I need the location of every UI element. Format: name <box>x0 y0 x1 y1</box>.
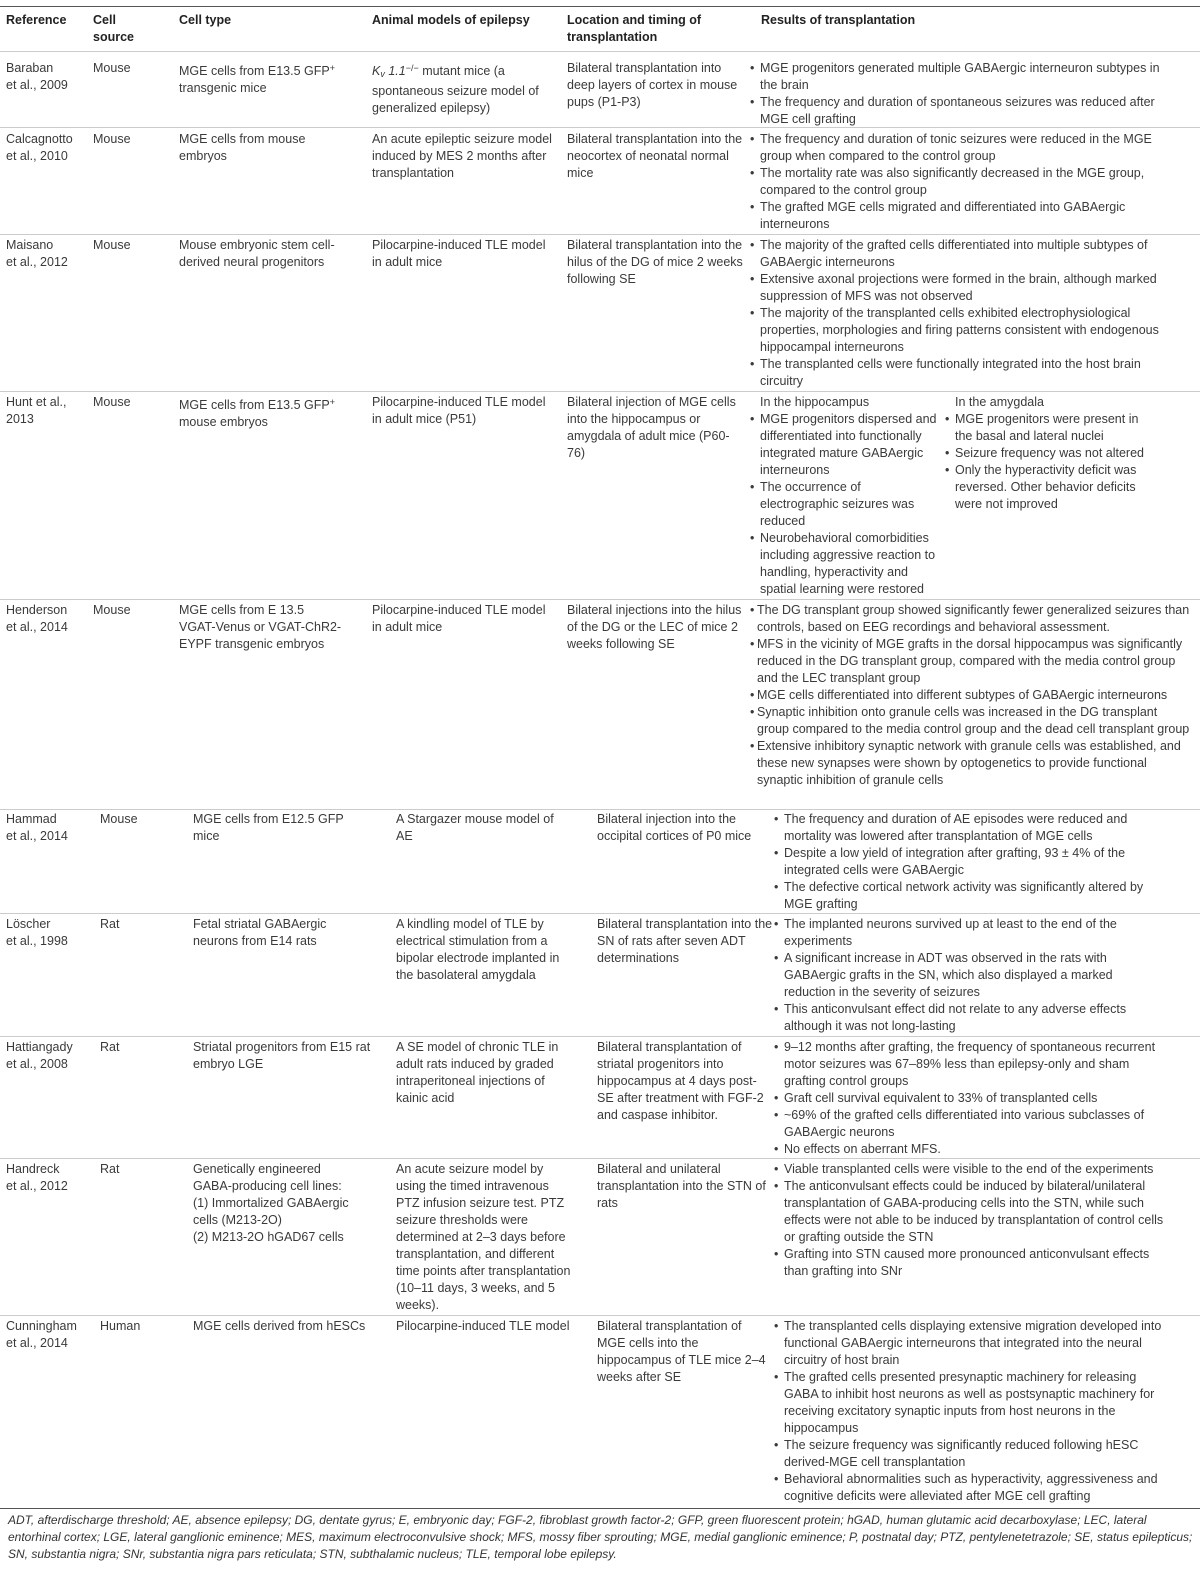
result-item: • 9–12 months after grafting, the frequency of spontaneous recurrent motor seizures was 67–89% less than epilepsy-only and sham grafting control groups <box>774 1039 1174 1090</box>
results-amygdala <box>945 394 1150 513</box>
reference-cell <box>6 916 88 950</box>
results-cell <box>750 237 1180 390</box>
subscript: v <box>380 69 385 79</box>
results-list <box>750 237 1180 390</box>
cell-type-text: MGE cells from E13.5 GFP <box>179 398 330 412</box>
header-location-line1: Location and timing of <box>567 13 702 27</box>
location-cell: Bilateral injection into the occipital cortices of P0 mice <box>597 812 752 843</box>
header-location <box>567 12 701 46</box>
header-cell-source-line1: Cell <box>93 13 116 27</box>
cell-type: Mouse embryonic stem cell-derived neural progenitors <box>179 238 335 269</box>
reference-line: et al., 2009 <box>6 78 68 92</box>
result-item: • Only the hyperactivity deficit was reversed. Other behavior deficits were not improved <box>945 462 1150 513</box>
reference-cell <box>6 394 88 428</box>
results-list <box>774 916 1154 1035</box>
results-list <box>750 131 1180 233</box>
animal-model-symbol: 1.1 <box>384 64 406 78</box>
results-cell <box>750 131 1180 233</box>
results-cell <box>774 1039 1174 1158</box>
cell-source: Mouse <box>100 812 138 826</box>
header-cell-type: Cell type <box>179 13 232 27</box>
result-item: • The defective cortical network activity was significantly altered by MGE grafting <box>774 879 1164 913</box>
results-list <box>750 602 1190 789</box>
location-cell: Bilateral transplantation into deep layers of cortex in mouse pups (P1-P3) <box>567 61 738 109</box>
reference-cell <box>6 1039 94 1073</box>
reference-cell <box>6 131 88 165</box>
location-cell: Bilateral transplantation of MGE cells into the hippocampus of TLE mice 2–4 weeks after SE <box>597 1319 766 1384</box>
reference-cell <box>6 602 88 636</box>
reference-cell <box>6 237 88 271</box>
row-divider <box>0 1036 1200 1037</box>
reference-line: et al., 2014 <box>6 1336 68 1350</box>
result-item: • Graft cell survival equivalent to 33% of transplanted cells <box>774 1090 1174 1107</box>
result-item: • Grafting into STN caused more pronounced anticonvulsant effects than grafting into SNr <box>774 1246 1174 1280</box>
results-subheading: In the amygdala <box>955 395 1044 409</box>
cell-type-line: (1) Immortalized GABAergic <box>193 1196 349 1210</box>
results-cell <box>774 811 1164 913</box>
result-item: • No effects on aberrant MFS. <box>774 1141 1174 1158</box>
animal-model: Pilocarpine-induced TLE model <box>396 1319 570 1333</box>
cell-type-text: MGE cells from E13.5 GFP <box>179 64 330 78</box>
cell-type <box>179 394 361 431</box>
result-item: • Extensive axonal projections were formed in the brain, although marked suppression of MFS was not observed <box>750 271 1180 305</box>
animal-model: Pilocarpine-induced TLE model in adult mice (P51) <box>372 395 546 426</box>
reference-line: Maisano <box>6 238 54 252</box>
reference-line: Hunt et al., <box>6 395 67 409</box>
cell-source: Rat <box>100 1162 120 1176</box>
result-item: • MGE cells differentiated into different subtypes of GABAergic interneurons <box>750 687 1190 704</box>
cell-type: MGE cells from E12.5 GFP mice <box>193 812 344 843</box>
result-item: • A significant increase in ADT was observed in the rats with GABAergic grafts in the SN, which also displayed a marked reduction in the severity of seizures <box>774 950 1154 1001</box>
table-footnote: ADT, afterdischarge threshold; AE, absence epilepsy; DG, dentate gyrus; E, embryonic day; FGF-2, fibroblast growth factor-2; GFP, green fluorescent protein; hGAD, human glutamic acid decarboxylase; LEC, lateral entorhinal cortex; LGE, lateral ganglionic eminence; MES, maximum electroconvulsive shock; MFS, mossy fiber sprouting; MGE, medial ganglionic eminence; P, postnatal day; PTZ, pentylenetetrazole; SE, status epilepticus; SN, substantia nigra; SNr, substantia nigra pars reticulata; STN, subthalamic nucleus; TLE, temporal lobe epilepsy. <box>8 1513 1193 1561</box>
reference-line: Cunningham <box>6 1319 77 1333</box>
row-divider <box>0 127 1200 128</box>
row-divider <box>0 913 1200 914</box>
cell-source: Mouse <box>93 395 131 409</box>
reference-line: Baraban <box>6 61 54 75</box>
reference-line: Löscher <box>6 917 51 931</box>
results-cell <box>750 60 1180 128</box>
cell-type <box>193 1161 383 1246</box>
cell-type: MGE cells from mouse embryos <box>179 132 306 163</box>
reference-cell <box>6 60 88 94</box>
result-item: • Behavioral abnormalities such as hyperactivity, aggressiveness and cognitive deficits were alleviated after MGE cell grafting <box>774 1471 1164 1505</box>
location-cell: Bilateral injections into the hilus of the DG or the LEC of mice 2 weeks following SE <box>567 603 742 651</box>
header-cell-source-line2: source <box>93 30 134 44</box>
result-item: • The anticonvulsant effects could be induced by bilateral/unilateral transplantation of GABA-producing cells into the STN, while such effects were not able to be induced by transplantation of control cells or grafting outside the STN <box>774 1178 1174 1246</box>
header-results: Results of transplantation <box>761 13 916 27</box>
results-cell <box>774 1161 1174 1280</box>
cell-type: Fetal striatal GABAergic neurons from E14 rats <box>193 917 327 948</box>
row-divider <box>0 1158 1200 1159</box>
reference-line: et al., 2014 <box>6 829 68 843</box>
result-item: • The transplanted cells displaying extensive migration developed into functional GABAergic interneurons that integrated into the neural circuitry of host brain <box>774 1318 1164 1369</box>
cell-source: Mouse <box>93 61 131 75</box>
location-cell: Bilateral injection of MGE cells into the hippocampus or amygdala of adult mice (P60-76) <box>567 395 736 460</box>
reference-line: Calcagnotto <box>6 132 73 146</box>
reference-line: Hattiangady <box>6 1040 73 1054</box>
location-cell: Bilateral transplantation into the SN of rats after seven ADT determinations <box>597 917 773 965</box>
results-list <box>945 411 1150 513</box>
reference-line: Hammad <box>6 812 57 826</box>
results-list <box>774 1161 1174 1280</box>
result-item: • ~69% of the grafted cells differentiated into various subclasses of GABAergic neurons <box>774 1107 1174 1141</box>
cell-type: MGE cells derived from hESCs <box>193 1319 366 1333</box>
results-hippocampus <box>750 394 942 598</box>
animal-model-text: mutant mice (a spontaneous seizure model of generalized epilepsy) <box>372 64 539 115</box>
result-item: • Extensive inhibitory synaptic network with granule cells was established, and these new synapses were shown by optogenetics to provide functional synaptic inhibition of granule cells <box>750 738 1190 789</box>
row-divider <box>0 234 1200 235</box>
animal-model: A SE model of chronic TLE in adult rats induced by graded intraperitoneal injections of kainic acid <box>396 1040 559 1105</box>
animal-model: A kindling model of TLE by electrical stimulation from a bipolar electrode implanted in the basolateral amygdala <box>396 917 560 982</box>
reference-cell <box>6 1318 94 1352</box>
result-item: • The transplanted cells were functionally integrated into the host brain circuitry <box>750 356 1180 390</box>
result-item: • The DG transplant group showed significantly fewer generalized seizures than controls, based on EEG recordings and behavioral assessment. <box>750 602 1190 636</box>
results-cell <box>750 602 1190 789</box>
result-item: • The frequency and duration of spontaneous seizures was reduced after MGE cell grafting <box>750 94 1180 128</box>
cell-source: Mouse <box>93 238 131 252</box>
animal-model: Pilocarpine-induced TLE model in adult mice <box>372 238 546 269</box>
animal-model-symbol: K <box>372 64 381 78</box>
reference-line: 2013 <box>6 412 34 426</box>
header-reference: Reference <box>6 13 67 27</box>
cell-type: MGE cells from E 13.5 VGAT-Venus or VGAT-ChR2-EYPF transgenic embryos <box>179 603 342 651</box>
cell-type-line: cells (M213-2O) <box>193 1213 282 1227</box>
result-item: • The grafted MGE cells migrated and differentiated into GABAergic interneurons <box>750 199 1180 233</box>
superscript: + <box>329 63 335 73</box>
bottom-rule <box>0 1508 1200 1509</box>
result-item: • Neurobehavioral comorbidities including aggressive reaction to handling, hyperactivity and spatial learning were restored <box>750 530 942 598</box>
top-rule <box>0 6 1200 7</box>
cell-source: Rat <box>100 1040 120 1054</box>
header-location-line2: transplantation <box>567 30 658 44</box>
results-cell <box>774 916 1154 1035</box>
cell-source: Rat <box>100 917 120 931</box>
cell-type-text: mouse embryos <box>179 415 268 429</box>
row-divider <box>0 599 1200 600</box>
reference-line: et al., 1998 <box>6 934 68 948</box>
result-item: • Viable transplanted cells were visible to the end of the experiments <box>774 1161 1174 1178</box>
location-cell: Bilateral transplantation into the neocortex of neonatal normal mice <box>567 132 743 180</box>
animal-model: An acute epileptic seizure model induced by MES 2 months after transplantation <box>372 132 552 180</box>
reference-cell <box>6 811 88 845</box>
results-list <box>750 411 942 598</box>
location-cell: Bilateral transplantation of striatal progenitors into hippocampus at 4 days post-SE after treatment with FGF-2 and caspase inhibitor. <box>597 1040 764 1122</box>
results-list <box>774 1318 1164 1505</box>
reference-line: et al., 2014 <box>6 620 68 634</box>
results-list <box>750 60 1180 128</box>
reference-line: Handreck <box>6 1162 60 1176</box>
result-item: • MGE progenitors generated multiple GABAergic interneuron subtypes in the brain <box>750 60 1180 94</box>
cell-type-line: GABA-producing cell lines: <box>193 1179 342 1193</box>
reference-line: Henderson <box>6 603 68 617</box>
animal-model <box>372 60 558 117</box>
result-item: • MFS in the vicinity of MGE grafts in the dorsal hippocampus was significantly reduced in the DG transplant group, compared with the media control group and the LEC transplant group <box>750 636 1190 687</box>
results-subheading: In the hippocampus <box>760 395 870 409</box>
results-list <box>774 811 1164 913</box>
location-cell: Bilateral and unilateral transplantation into the STN of rats <box>597 1162 766 1210</box>
cell-source: Human <box>100 1319 141 1333</box>
reference-line: et al., 2010 <box>6 149 68 163</box>
reference-line: et al., 2012 <box>6 255 68 269</box>
superscript: + <box>329 397 335 407</box>
animal-model: Pilocarpine-induced TLE model in adult mice <box>372 603 546 634</box>
cell-type-text: transgenic mice <box>179 81 267 95</box>
reference-cell <box>6 1161 88 1195</box>
cell-source: Mouse <box>93 132 131 146</box>
animal-model: A Stargazer mouse model of AE <box>396 812 554 843</box>
superscript: −/− <box>405 63 419 73</box>
cell-type <box>179 60 361 97</box>
result-item: • Seizure frequency was not altered <box>945 445 1150 462</box>
result-item: • The frequency and duration of AE episodes were reduced and mortality was lowered after transplantation of MGE cells <box>774 811 1164 845</box>
result-item: • The mortality rate was also significantly decreased in the MGE group, compared to the control group <box>750 165 1180 199</box>
result-item: • The occurrence of electrographic seizures was reduced <box>750 479 942 530</box>
cell-type-line: Genetically engineered <box>193 1162 321 1176</box>
results-list <box>774 1039 1174 1158</box>
animal-model: An acute seizure model by using the timed intravenous PTZ infusion seizure test. PTZ seizure thresholds were determined at 2–3 days before transplantation, and different time points after transplantation (10–11 days, 3 weeks, and 5 weeks). <box>396 1162 571 1312</box>
result-item: • MGE progenitors were present in the basal and lateral nuclei <box>945 411 1150 445</box>
row-divider <box>0 809 1200 810</box>
result-item: • The implanted neurons survived up at least to the end of the experiments <box>774 916 1154 950</box>
cell-type-line: (2) M213-2O hGAD67 cells <box>193 1230 344 1244</box>
result-item: • The majority of the grafted cells differentiated into multiple subtypes of GABAergic interneurons <box>750 237 1180 271</box>
result-item: • The grafted cells presented presynaptic machinery for releasing GABA to inhibit host neurons as well as postsynaptic machinery for receiving excitatory synaptic inputs from host neurons in the hippocampus <box>774 1369 1164 1437</box>
result-item: • The majority of the transplanted cells exhibited electrophysiological properties, morphologies and firing patterns consistent with endogenous hippocampal interneurons <box>750 305 1180 356</box>
result-item: • Despite a low yield of integration after grafting, 93 ± 4% of the integrated cells were GABAergic <box>774 845 1164 879</box>
reference-line: et al., 2008 <box>6 1057 68 1071</box>
header-animal-models: Animal models of epilepsy <box>372 13 530 27</box>
result-item: • MGE progenitors dispersed and differentiated into functionally integrated mature GABAergic interneurons <box>750 411 942 479</box>
reference-line: et al., 2012 <box>6 1179 68 1193</box>
header-cell-source <box>93 12 134 46</box>
result-item: • Synaptic inhibition onto granule cells was increased in the DG transplant group compared to the media control group and the dead cell transplant group <box>750 704 1190 738</box>
result-item: • The seizure frequency was significantly reduced following hESC derived-MGE cell transplantation <box>774 1437 1164 1471</box>
result-item: • The frequency and duration of tonic seizures were reduced in the MGE group when compared to the control group <box>750 131 1180 165</box>
cell-type: Striatal progenitors from E15 rat embryo LGE <box>193 1040 371 1071</box>
row-divider <box>0 391 1200 392</box>
cell-source: Mouse <box>93 603 131 617</box>
row-divider <box>0 1315 1200 1316</box>
results-cell <box>774 1318 1164 1505</box>
location-cell: Bilateral transplantation into the hilus of the DG of mice 2 weeks following SE <box>567 238 743 286</box>
result-item: • This anticonvulsant effect did not relate to any adverse effects although it was not long-lasting <box>774 1001 1154 1035</box>
header-rule <box>0 51 1200 52</box>
